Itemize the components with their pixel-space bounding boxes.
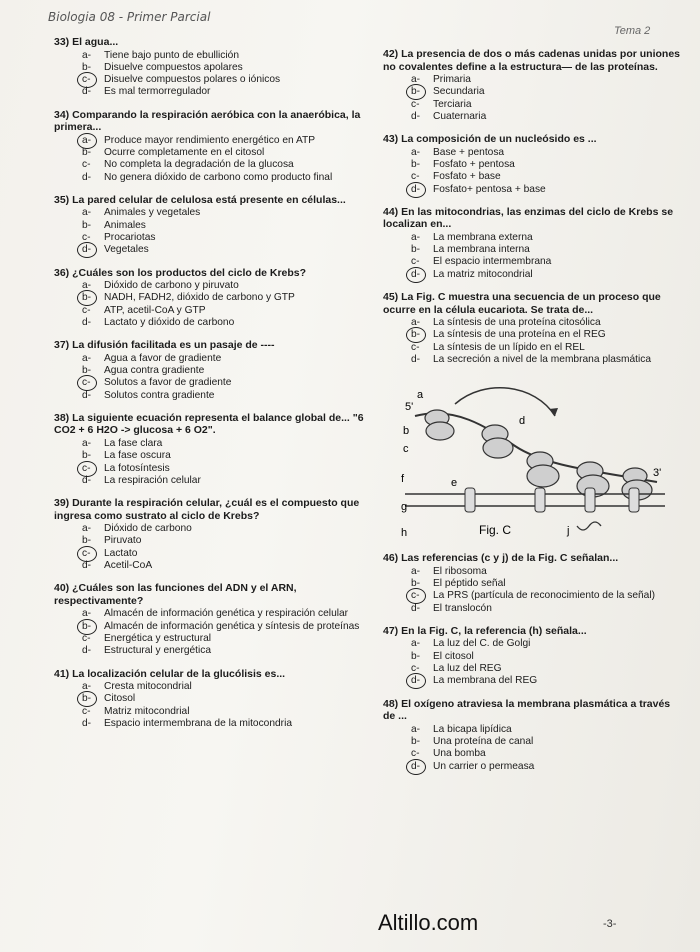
option-text: La fase oscura (104, 450, 171, 462)
option-letter: c- (411, 171, 420, 183)
option-letter: c- (82, 377, 100, 389)
option-text: Animales y vegetales (104, 207, 201, 219)
option-letter: a- (82, 135, 100, 147)
question-text: 34) Comparando la respiración aeróbica con la anaeróbica, la primera... (54, 108, 361, 134)
option-letter: a- (82, 608, 92, 620)
question-block (54, 36, 374, 99)
option[interactable] (82, 718, 374, 730)
option-letter: d- (82, 171, 92, 183)
option-text: Produce mayor rendimiento energético en ATP (104, 134, 316, 146)
option-letter: b- (82, 61, 92, 73)
option[interactable] (411, 724, 683, 736)
figure-caption: Fig. C (479, 523, 512, 538)
option-text: Cuaternaria (433, 110, 487, 122)
option[interactable] (82, 305, 374, 317)
page-number: -3- (603, 918, 617, 930)
option-letter: c- (82, 231, 91, 243)
option[interactable] (411, 736, 683, 748)
option-letter: b- (411, 158, 421, 170)
option-text: NADH, FADH2, dióxido de carbono y GTP (104, 292, 295, 304)
option[interactable] (82, 147, 374, 159)
question-text: 47) En la Fig. C, la referencia (h) señala... (383, 624, 587, 637)
option-letter: a- (82, 207, 92, 219)
question-block (383, 291, 683, 366)
option-letter: d- (411, 761, 429, 773)
option-selected[interactable] (82, 74, 374, 86)
brand-watermark: Altillo.com (378, 910, 479, 935)
ribosomes (425, 410, 652, 500)
question-block (383, 133, 683, 196)
options-list (82, 681, 374, 730)
options-list (82, 608, 374, 657)
option-letter: b- (82, 535, 92, 547)
option-selected[interactable] (82, 621, 374, 633)
option[interactable] (411, 638, 683, 650)
option-text: La PRS (partícula de reconocimiento de la señal) (433, 590, 655, 602)
option-letter: b- (411, 244, 421, 256)
options-list (82, 353, 374, 402)
option-letter: a- (82, 280, 92, 292)
option-letter: c- (82, 548, 100, 560)
figure-c-diagram (395, 376, 675, 548)
question-block (54, 582, 374, 657)
option-text: Es mal termorregulador (104, 86, 211, 98)
label-d: d (519, 415, 526, 428)
option[interactable] (82, 450, 374, 462)
option[interactable] (411, 171, 683, 183)
option[interactable] (411, 317, 683, 329)
option[interactable] (411, 566, 683, 578)
option-letter: c- (82, 632, 91, 644)
option-letter: b- (82, 450, 92, 462)
option-letter: d- (82, 717, 92, 729)
option-text: El ribosoma (433, 565, 487, 577)
option[interactable] (411, 232, 683, 244)
option-letter: d- (82, 316, 92, 328)
option-text: Almacén de información genética y síntesis de proteínas (104, 620, 360, 632)
option[interactable] (411, 99, 683, 111)
option[interactable] (82, 86, 374, 98)
question-block (383, 698, 683, 773)
option[interactable] (411, 147, 683, 159)
option-letter: a- (411, 565, 421, 577)
option-letter: a- (82, 523, 92, 535)
options-list (411, 74, 683, 123)
option-text: Estructural y energética (104, 645, 212, 657)
option-letter: d- (82, 389, 92, 401)
option-text: Energética y estructural (104, 632, 212, 644)
option[interactable] (82, 608, 374, 620)
option[interactable] (411, 244, 683, 256)
options-list (411, 724, 683, 773)
option-text: Dióxido de carbono (104, 523, 192, 535)
label-e: e (451, 477, 458, 490)
option[interactable] (82, 560, 374, 572)
question-text: 48) El oxígeno atraviesa la membrana plasmática a través de ... (383, 697, 671, 723)
option-text: El translocón (433, 602, 492, 614)
question-text: 43) La composición de un nucleósido es ... (383, 133, 597, 146)
option-text: Una bomba (433, 748, 486, 760)
option[interactable] (411, 651, 683, 663)
option-text: La membrana del REG (433, 675, 538, 687)
label-5prime: 5' (405, 401, 414, 414)
option[interactable] (411, 748, 683, 760)
arrow-loop (455, 388, 555, 416)
option-letter: c- (82, 159, 91, 171)
option[interactable] (82, 220, 374, 232)
option-letter: b- (411, 86, 429, 98)
option-letter: c- (411, 98, 420, 110)
question-text: 44) En las mitocondrias, las enzimas del ciclo de Krebs se localizan en... (383, 205, 674, 231)
option-text: La matriz mitocondrial (433, 268, 533, 280)
option[interactable] (82, 390, 374, 402)
option-text: El péptido señal (433, 578, 506, 590)
option-letter: b- (411, 650, 421, 662)
option-text: La fotosíntesis (104, 462, 170, 474)
translocons (465, 488, 639, 512)
option-text: La síntesis de un lípido en el REL (433, 341, 585, 353)
option-letter: a- (411, 74, 421, 85)
option[interactable] (411, 111, 683, 123)
option-text: La respiración celular (104, 474, 201, 486)
option-letter: b- (82, 621, 100, 633)
option-text: Agua a favor de gradiente (104, 352, 222, 364)
option-letter: c- (411, 748, 420, 760)
option-selected[interactable] (411, 675, 683, 687)
option-text: La secreción a nivel de la membrana plasmática (433, 353, 652, 365)
option-letter: d- (82, 474, 92, 486)
question-block (383, 625, 683, 688)
option-text: La luz del REG (433, 663, 502, 675)
option-text: Espacio intermembrana de la mitocondria (104, 717, 292, 729)
option-letter: b- (411, 329, 429, 341)
option-text: Secundaria (433, 86, 485, 98)
option-selected[interactable] (82, 135, 374, 147)
option[interactable] (82, 535, 374, 547)
option[interactable] (411, 342, 683, 354)
option-letter: d- (411, 353, 421, 365)
option-selected[interactable] (82, 244, 374, 256)
question-text: 38) La siguiente ecuación representa el balance global de... "6 CO2 + 6 H2O -> glucosa + 6 O2". (54, 411, 364, 437)
question-text: 42) La presencia de dos o más cadenas unidas por uniones no covalentes define a la estructura— de las proteínas. (383, 48, 681, 73)
option-text: Matriz mitocondrial (104, 705, 190, 717)
option-text: Vegetales (104, 244, 149, 256)
option-text: No completa la degradación de la glucosa (104, 159, 294, 171)
option-letter: c- (411, 341, 420, 353)
option[interactable] (82, 645, 374, 657)
option-text: Primaria (433, 74, 471, 85)
option-text: Procariotas (104, 231, 156, 243)
option-selected[interactable] (411, 761, 683, 773)
option[interactable] (82, 232, 374, 244)
option[interactable] (82, 475, 374, 487)
option-text: Animales (104, 219, 146, 231)
option-text: El espacio intermembrana (433, 256, 552, 268)
option-letter: d- (411, 269, 429, 281)
option[interactable] (411, 159, 683, 171)
question-text: 37) La difusión facilitada es un pasaje de ---- (54, 339, 275, 352)
option[interactable] (82, 172, 374, 184)
option-text: Tiene bajo punto de ebullición (104, 49, 239, 61)
question-block (383, 552, 683, 615)
option-text: Lactato y dióxido de carbono (104, 316, 235, 328)
option-text: Un carrier o permeasa (433, 760, 535, 772)
options-list (411, 317, 683, 366)
option-letter: b- (82, 365, 92, 377)
option-letter: d- (411, 602, 421, 614)
label-g: g (401, 501, 408, 514)
peptide-j (577, 522, 601, 530)
option-letter: d- (82, 645, 92, 657)
question-text: 40) ¿Cuáles son las funciones del ADN y el ARN, respectivamente? (54, 582, 297, 607)
option-selected[interactable] (411, 184, 683, 196)
option[interactable] (82, 62, 374, 74)
option-text: La síntesis de una proteína citosólica (433, 317, 601, 329)
option[interactable] (82, 317, 374, 329)
figure-c (395, 376, 675, 548)
option-letter: c- (411, 590, 429, 602)
question-text: 46) Las referencias (c y j) de la Fig. C señalan... (383, 552, 619, 565)
option-letter: a- (411, 231, 421, 243)
option-text: El citosol (433, 650, 474, 662)
option-text: Disuelve compuestos polares o iónicos (104, 74, 281, 86)
option-text: Fosfato+ pentosa + base (433, 183, 546, 195)
label-j: j (567, 525, 570, 538)
option-selected[interactable] (82, 292, 374, 304)
option-letter: a- (82, 49, 92, 61)
question-text: 45) La Fig. C muestra una secuencia de un proceso que ocurre en la célula eucariota. Se trata de... (383, 291, 661, 316)
option-text: No genera dióxido de carbono como producto final (104, 171, 333, 183)
options-list (82, 280, 374, 329)
option[interactable] (82, 438, 374, 450)
option-text: ATP, acetil-CoA y GTP (104, 304, 206, 316)
option-letter: b- (82, 292, 100, 304)
option-text: Acetil-CoA (104, 560, 153, 572)
option-letter: b- (82, 693, 100, 705)
option-selected[interactable] (82, 377, 374, 389)
option-letter: d- (82, 560, 92, 572)
option-text: Piruvato (104, 535, 142, 547)
option-letter: d- (82, 244, 100, 256)
options-list (82, 135, 374, 184)
option-letter: c- (82, 463, 100, 475)
option-text: La luz del C. de Golgi (433, 638, 531, 650)
option[interactable] (82, 706, 374, 718)
option-text: Base + pentosa (433, 146, 505, 158)
option-selected[interactable] (411, 86, 683, 98)
label-b: b (403, 425, 410, 438)
question-block (54, 497, 374, 572)
option[interactable] (82, 633, 374, 645)
option-letter: d- (411, 675, 429, 687)
option-text: La síntesis de una proteína en el REG (433, 329, 606, 341)
option[interactable] (411, 578, 683, 590)
question-block (383, 48, 683, 123)
option-text: La fase clara (104, 437, 163, 449)
option-text: Agua contra gradiente (104, 365, 205, 377)
option-letter: a- (411, 638, 421, 650)
option-text: Cresta mitocondrial (104, 681, 192, 692)
option-text: Ocurre completamente en el citosol (104, 146, 265, 158)
option-letter: a- (82, 681, 92, 692)
option-selected[interactable] (82, 693, 374, 705)
question-block (54, 194, 374, 257)
label-c: c (403, 443, 409, 456)
option-letter: a- (411, 146, 421, 158)
option-letter: b- (82, 146, 92, 158)
option-letter: c- (82, 304, 91, 316)
option[interactable] (82, 50, 374, 62)
option-text: Solutos contra gradiente (104, 389, 215, 401)
question-block (54, 412, 374, 487)
option[interactable] (82, 353, 374, 365)
option-text: Solutos a favor de gradiente (104, 377, 232, 389)
option-letter: d- (82, 86, 92, 98)
question-text: 35) La pared celular de celulosa está presente en células... (54, 193, 346, 206)
option[interactable] (411, 74, 683, 86)
question-text: 36) ¿Cuáles son los productos del ciclo de Krebs? (54, 266, 307, 279)
option-selected[interactable] (82, 548, 374, 560)
option-text: Lactato (104, 547, 138, 559)
option[interactable] (82, 159, 374, 171)
option-text: Disuelve compuestos apolares (104, 61, 243, 73)
option-text: Dióxido de carbono y piruvato (104, 280, 239, 292)
option-text: Terciaria (433, 98, 472, 110)
label-f: f (401, 473, 405, 486)
left-column (54, 36, 374, 740)
question-text: 41) La localización celular de la glucólisis es... (54, 667, 286, 680)
option-letter: b- (411, 578, 421, 590)
option-letter: d- (411, 110, 421, 122)
option-text: Una proteína de canal (433, 735, 534, 747)
option-text: Fosfato + base (433, 171, 501, 183)
options-list (411, 232, 683, 281)
option[interactable] (411, 663, 683, 675)
question-block (383, 206, 683, 281)
option[interactable] (82, 207, 374, 219)
label-3prime: 3' (653, 467, 662, 480)
option-letter: d- (411, 184, 429, 196)
option-selected[interactable] (82, 463, 374, 475)
option-letter: c- (82, 705, 91, 717)
options-list (411, 638, 683, 687)
option[interactable] (82, 365, 374, 377)
option-text: La membrana externa (433, 231, 533, 243)
option-letter: a- (82, 437, 92, 449)
options-list (82, 523, 374, 572)
tema-label: Tema 2 (614, 25, 651, 37)
option-letter: a- (411, 317, 421, 329)
option-text: La bicapa lipídica (433, 723, 512, 735)
option-text: Almacén de información genética y respiración celular (104, 608, 349, 620)
question-block (54, 668, 374, 731)
label-h: h (401, 527, 408, 540)
options-list (411, 147, 683, 196)
option[interactable] (82, 280, 374, 292)
label-a: a (417, 389, 424, 402)
option-selected[interactable] (411, 590, 683, 602)
option[interactable] (411, 603, 683, 615)
options-list (82, 50, 374, 99)
question-block (54, 267, 374, 330)
option-letter: b- (82, 219, 92, 231)
options-list (82, 207, 374, 256)
right-column (383, 48, 683, 783)
option[interactable] (411, 256, 683, 268)
option-selected[interactable] (411, 329, 683, 341)
option-letter: c- (411, 256, 420, 268)
option-text: Citosol (104, 693, 136, 705)
option[interactable] (411, 354, 683, 366)
option[interactable] (82, 523, 374, 535)
options-list (411, 566, 683, 615)
option-letter: b- (411, 735, 421, 747)
option-letter: a- (411, 723, 421, 735)
option-letter: c- (82, 74, 100, 86)
question-block (54, 339, 374, 402)
options-list (82, 438, 374, 487)
option[interactable] (82, 681, 374, 693)
question-text: 39) Durante la respiración celular, ¿cuál es el compuesto que ingresa como sustrato al ciclo de Krebs? (54, 497, 360, 522)
question-text: 33) El agua... (54, 36, 119, 48)
question-block (54, 109, 374, 184)
option-letter: c- (411, 663, 420, 675)
exam-header: Biologia 08 - Primer Parcial (48, 10, 211, 24)
option-text: La membrana interna (433, 244, 530, 256)
option-selected[interactable] (411, 269, 683, 281)
option-text: Fosfato + pentosa (433, 158, 515, 170)
option-letter: a- (82, 352, 92, 364)
